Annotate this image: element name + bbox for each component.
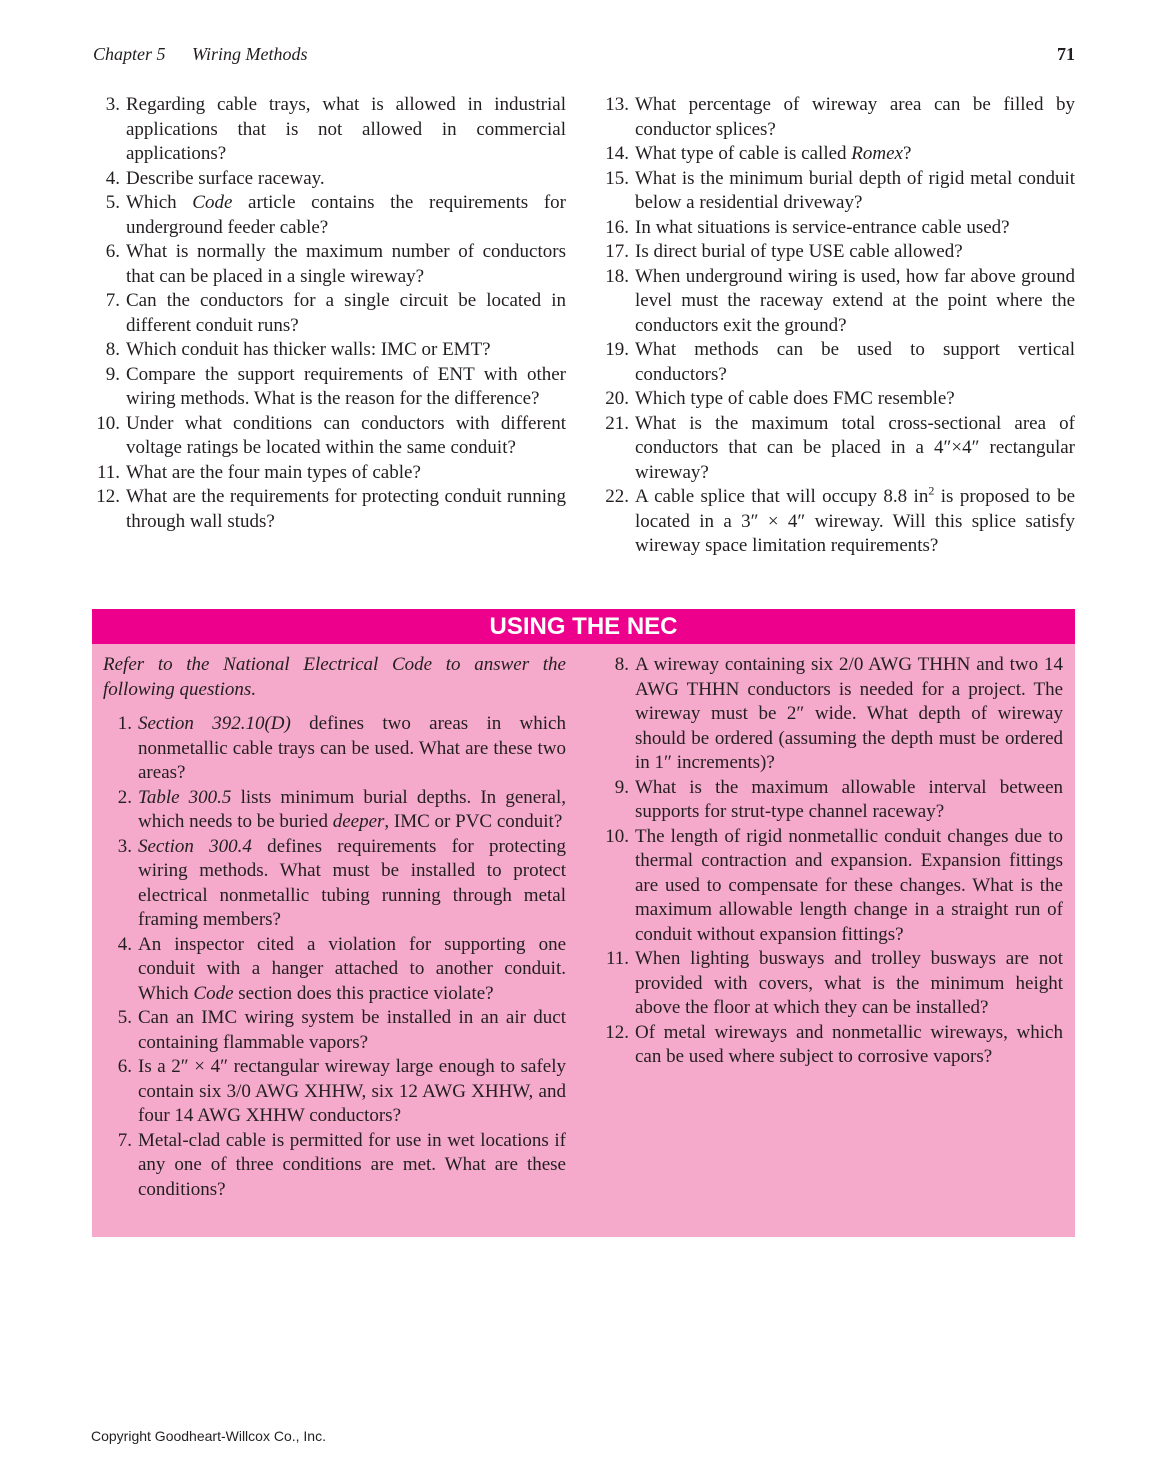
question-number: 5. xyxy=(105,192,120,213)
question-number: 19. xyxy=(605,339,629,360)
question-text: defines requirements for protecting wiring methods. What must be installed to protect electrical nonmetallic tubing running through metal framing members? xyxy=(138,835,566,930)
question-number: 10. xyxy=(96,412,120,434)
question-text: Can an IMC wiring system be installed in an air duct containing flammable vapors? xyxy=(138,1007,566,1053)
panel-title: USING THE NEC xyxy=(92,609,1075,644)
question-number: 7. xyxy=(105,290,120,311)
question-item xyxy=(605,387,1075,412)
question-number: 12. xyxy=(96,486,120,507)
question-text: Section 392.10(D) xyxy=(138,713,291,734)
question-item xyxy=(117,835,566,933)
question-number: 3. xyxy=(105,94,120,115)
question-text: A cable splice that will occupy 8.8 in xyxy=(635,486,929,507)
question-text: What are the requirements for protecting conduit running through wall studs? xyxy=(126,486,566,532)
question-text: Romex xyxy=(851,143,903,164)
question-number: 18. xyxy=(605,265,629,287)
question-item xyxy=(605,240,1075,265)
review-questions-left xyxy=(96,93,566,534)
question-item xyxy=(105,191,566,240)
question-text: Can the conductors for a single circuit be located in different conduit runs? xyxy=(126,290,566,336)
question-text: Compare the support requirements of ENT with other wiring methods. What is the reason for the difference? xyxy=(126,363,566,409)
question-text: Code xyxy=(192,192,233,213)
question-item xyxy=(605,412,1075,486)
question-text: When lighting busways and trolley busways are not provided with covers, what is the minimum height above the floor at which they can be installed? xyxy=(635,948,1063,1018)
using-the-nec-panel xyxy=(92,609,1075,1237)
question-item xyxy=(96,412,566,461)
question-number: 6. xyxy=(105,241,120,262)
question-text: Is direct burial of type USE cable allowed? xyxy=(635,241,963,262)
question-number: 7. xyxy=(117,1129,132,1151)
question-number: 10. xyxy=(605,825,629,847)
question-item xyxy=(605,216,1075,241)
question-text: Is a 2″ × 4″ rectangular wireway large enough to safely contain six 3/0 AWG XHHW, six 12 AWG XHHW, and four 14 AWG XHHW conductors? xyxy=(138,1056,566,1126)
question-text: lists minimum burial depths. In general, which needs to be buried xyxy=(138,786,566,832)
question-number: 16. xyxy=(605,216,629,238)
question-item xyxy=(105,289,566,338)
question-text: Code xyxy=(193,982,234,1004)
question-number: 8. xyxy=(614,654,629,675)
question-text: 2 xyxy=(928,483,935,498)
question-text: What type of cable is called xyxy=(635,143,852,164)
question-item xyxy=(605,142,1075,167)
question-number: 17. xyxy=(605,241,629,262)
question-text: Which type of cable does FMC resemble? xyxy=(635,388,955,409)
question-number: 4. xyxy=(117,933,132,955)
nec-questions-right xyxy=(605,653,1063,1070)
question-text: article contains the requirements for underground feeder cable? xyxy=(126,192,566,238)
question-text: , IMC or PVC conduit? xyxy=(384,811,563,832)
question-text: Table 300.5 xyxy=(138,786,232,808)
question-item xyxy=(105,93,566,167)
nec-questions-left xyxy=(117,712,566,1202)
question-item xyxy=(105,240,566,289)
question-number: 3. xyxy=(117,835,132,857)
question-item xyxy=(96,461,566,486)
question-text: An inspector cited a violation for supporting one conduit with a hanger attached to another conduit. Which xyxy=(138,933,566,1004)
review-questions-right xyxy=(605,93,1075,559)
panel-intro: Refer to the National Electrical Code to answer the following questions. xyxy=(103,654,566,700)
question-item xyxy=(96,485,566,534)
question-item xyxy=(105,363,566,412)
chapter-label: Chapter 5 xyxy=(93,44,166,64)
question-item xyxy=(117,712,566,786)
question-item xyxy=(105,167,566,192)
question-text: What is the maximum total cross-sectional area of conductors that can be placed in a 4″×4″ rectangular wireway? xyxy=(635,412,1075,483)
question-text: What is the minimum burial depth of rigid metal conduit below a residential driveway? xyxy=(635,167,1075,213)
question-number: 15. xyxy=(605,167,629,189)
question-text: Metal-clad cable is permitted for use in wet locations if any one of three conditions are met. What are these conditions? xyxy=(138,1129,566,1200)
question-text: What percentage of wireway area can be filled by conductor splices? xyxy=(635,94,1075,140)
question-text: Which xyxy=(126,192,193,213)
question-text: What are the four main types of cable? xyxy=(126,461,421,483)
question-text: The length of rigid nonmetallic conduit changes due to thermal contraction and expansion. Expansion fittings are used to compensate for these changes. What is the maximum allowable length change in a straight run of conduit without expansion fittings? xyxy=(635,825,1063,945)
question-text: What is the maximum allowable interval between supports for strut-type channel raceway? xyxy=(635,776,1063,822)
copyright-footer: Copyright Goodheart-Willcox Co., Inc. xyxy=(91,1428,326,1444)
question-number: 5. xyxy=(117,1007,132,1028)
question-item xyxy=(605,93,1075,142)
question-number: 1. xyxy=(117,713,132,734)
question-number: 11. xyxy=(96,461,120,483)
question-text: Which conduit has thicker walls: IMC or EMT? xyxy=(126,339,491,360)
question-text: Regarding cable trays, what is allowed in industrial applications that is not allowed in commercial applications? xyxy=(126,94,566,164)
question-text: When underground wiring is used, how far above ground level must the raceway extend at the point where the conductors exit the ground? xyxy=(635,265,1075,336)
question-item xyxy=(105,338,566,363)
question-text: Section 300.4 xyxy=(138,835,252,857)
question-text: is proposed to be located in a 3″ × 4″ wireway. Will this splice satisfy wireway space limitation requirements? xyxy=(635,486,1075,556)
question-number: 6. xyxy=(117,1056,132,1077)
question-number: 11. xyxy=(605,948,629,969)
question-number: 21. xyxy=(605,412,629,434)
question-text: deeper xyxy=(332,811,385,832)
question-item xyxy=(614,653,1063,776)
question-item xyxy=(117,1006,566,1055)
question-item xyxy=(605,265,1075,339)
question-item xyxy=(117,933,566,1007)
question-text: In what situations is service-entrance cable used? xyxy=(635,216,1010,238)
question-text: Under what conditions can conductors with different voltage ratings be located within the same conduit? xyxy=(126,412,566,458)
question-text: Of metal wireways and nonmetallic wireways, which can be used where subject to corrosive vapors? xyxy=(635,1021,1063,1067)
question-number: 4. xyxy=(105,167,120,189)
question-text: Describe surface raceway. xyxy=(126,167,325,189)
chapter-title: Wiring Methods xyxy=(192,44,308,64)
question-number: 20. xyxy=(605,388,629,409)
question-item xyxy=(117,786,566,835)
question-number: 13. xyxy=(605,94,629,115)
question-text: section does this practice violate? xyxy=(233,982,494,1004)
question-item xyxy=(117,1129,566,1203)
page-number: 71 xyxy=(1057,44,1075,64)
question-text: ? xyxy=(903,143,912,164)
question-text: A wireway containing six 2/0 AWG THHN and two 14 AWG THHN conductors is needed for a project. The wireway must be 2″ wide. What depth of wireway should be ordered (assuming the depth must be ordered in 1″ increments)? xyxy=(635,654,1063,773)
question-text: What methods can be used to support vertical conductors? xyxy=(635,339,1075,385)
question-number: 2. xyxy=(117,786,132,808)
question-number: 22. xyxy=(605,486,629,507)
question-item xyxy=(605,947,1063,1021)
question-text: What is normally the maximum number of conductors that can be placed in a single wireway? xyxy=(126,241,566,287)
question-item xyxy=(614,776,1063,825)
running-header xyxy=(93,44,1075,65)
question-item xyxy=(117,1055,566,1129)
question-item xyxy=(605,825,1063,948)
question-number: 14. xyxy=(605,143,629,164)
question-item xyxy=(605,483,1075,559)
question-item xyxy=(605,1021,1063,1070)
question-number: 9. xyxy=(614,776,629,798)
question-text: defines two areas in which nonmetallic cable trays can be used. What are these two areas? xyxy=(138,713,566,783)
question-item xyxy=(605,167,1075,216)
question-number: 8. xyxy=(105,339,120,360)
question-number: 9. xyxy=(105,363,120,385)
question-number: 12. xyxy=(605,1021,629,1043)
question-item xyxy=(605,338,1075,387)
